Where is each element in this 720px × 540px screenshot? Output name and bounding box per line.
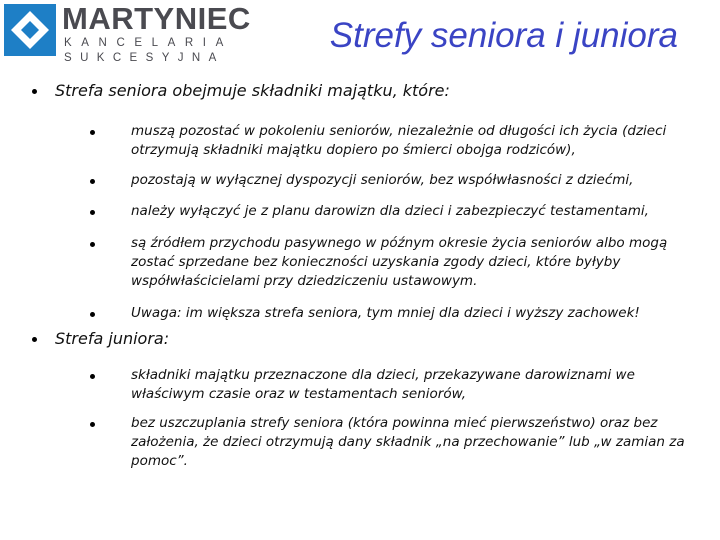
bullet-icon [90,374,95,379]
slide-content [0,80,720,472]
list-item [0,234,720,292]
logo-mark-icon [4,4,56,56]
bullet-icon [32,337,37,342]
brand-logo [4,1,251,64]
list-item [0,366,720,404]
list-item [0,122,720,160]
junior-item-text: bez uszczuplania strefy seniora (która powinna mieć pierwszeństwo) oraz bez założenia, że dzieci otrzymują dany składnik „na przechowanie” lub „w zamian za pomoc”. [131,415,685,470]
senior-item-text: należy wyłączyć je z planu darowizn dla dzieci i zabezpieczyć testamentami, [131,202,649,219]
senior-item-text: Uwaga: im większa strefa seniora, tym mniej dla dzieci i wyższy zachowek! [131,305,640,322]
bullet-icon [90,242,95,247]
junior-item-text: składniki majątku przeznaczone dla dzieci, przekazywane darowiznami we właściwym czasie oraz w testamentach seniorów, [131,366,635,402]
brand-name: MARTYNIEC [62,1,251,36]
bullet-icon [90,130,95,135]
bullet-icon [90,179,95,184]
bullet-icon [90,422,95,427]
bullet-icon [90,210,95,215]
junior-zone-heading [0,328,720,350]
list-item [0,171,720,190]
bullet-icon [32,89,37,94]
list-item [0,202,720,221]
senior-zone-heading [0,80,720,102]
list-item [0,304,720,323]
slide-title: Strefy seniora i juniora [329,16,678,55]
senior-item-text: są źródłem przychodu pasywnego w późnym okresie życia seniorów albo mogą zostać sprzedane bez konieczności uzyskania zgody dzieci, które byłyby współwłaścicielami przy dziedziczeniu ustawowym. [131,234,668,290]
senior-item-text: pozostają w wyłącznej dyspozycji seniorów, bez współwłasności z dziećmi, [131,172,634,189]
brand-subtitle-line2: SUKCESYJNA [64,52,225,64]
brand-subtitle-line1: KANCELARIA [64,37,233,49]
senior-item-text: muszą pozostać w pokoleniu seniorów, niezależnie od długości ich życia (dzieci otrzymują składniki majątku dopiero po śmierci obojga rodziców), [131,123,667,159]
junior-zone-heading-text: Strefa juniora: [55,328,170,348]
bullet-icon [90,312,95,317]
senior-zone-heading-text: Strefa seniora obejmuje składniki majątku, które: [55,81,450,100]
list-item [0,414,720,472]
